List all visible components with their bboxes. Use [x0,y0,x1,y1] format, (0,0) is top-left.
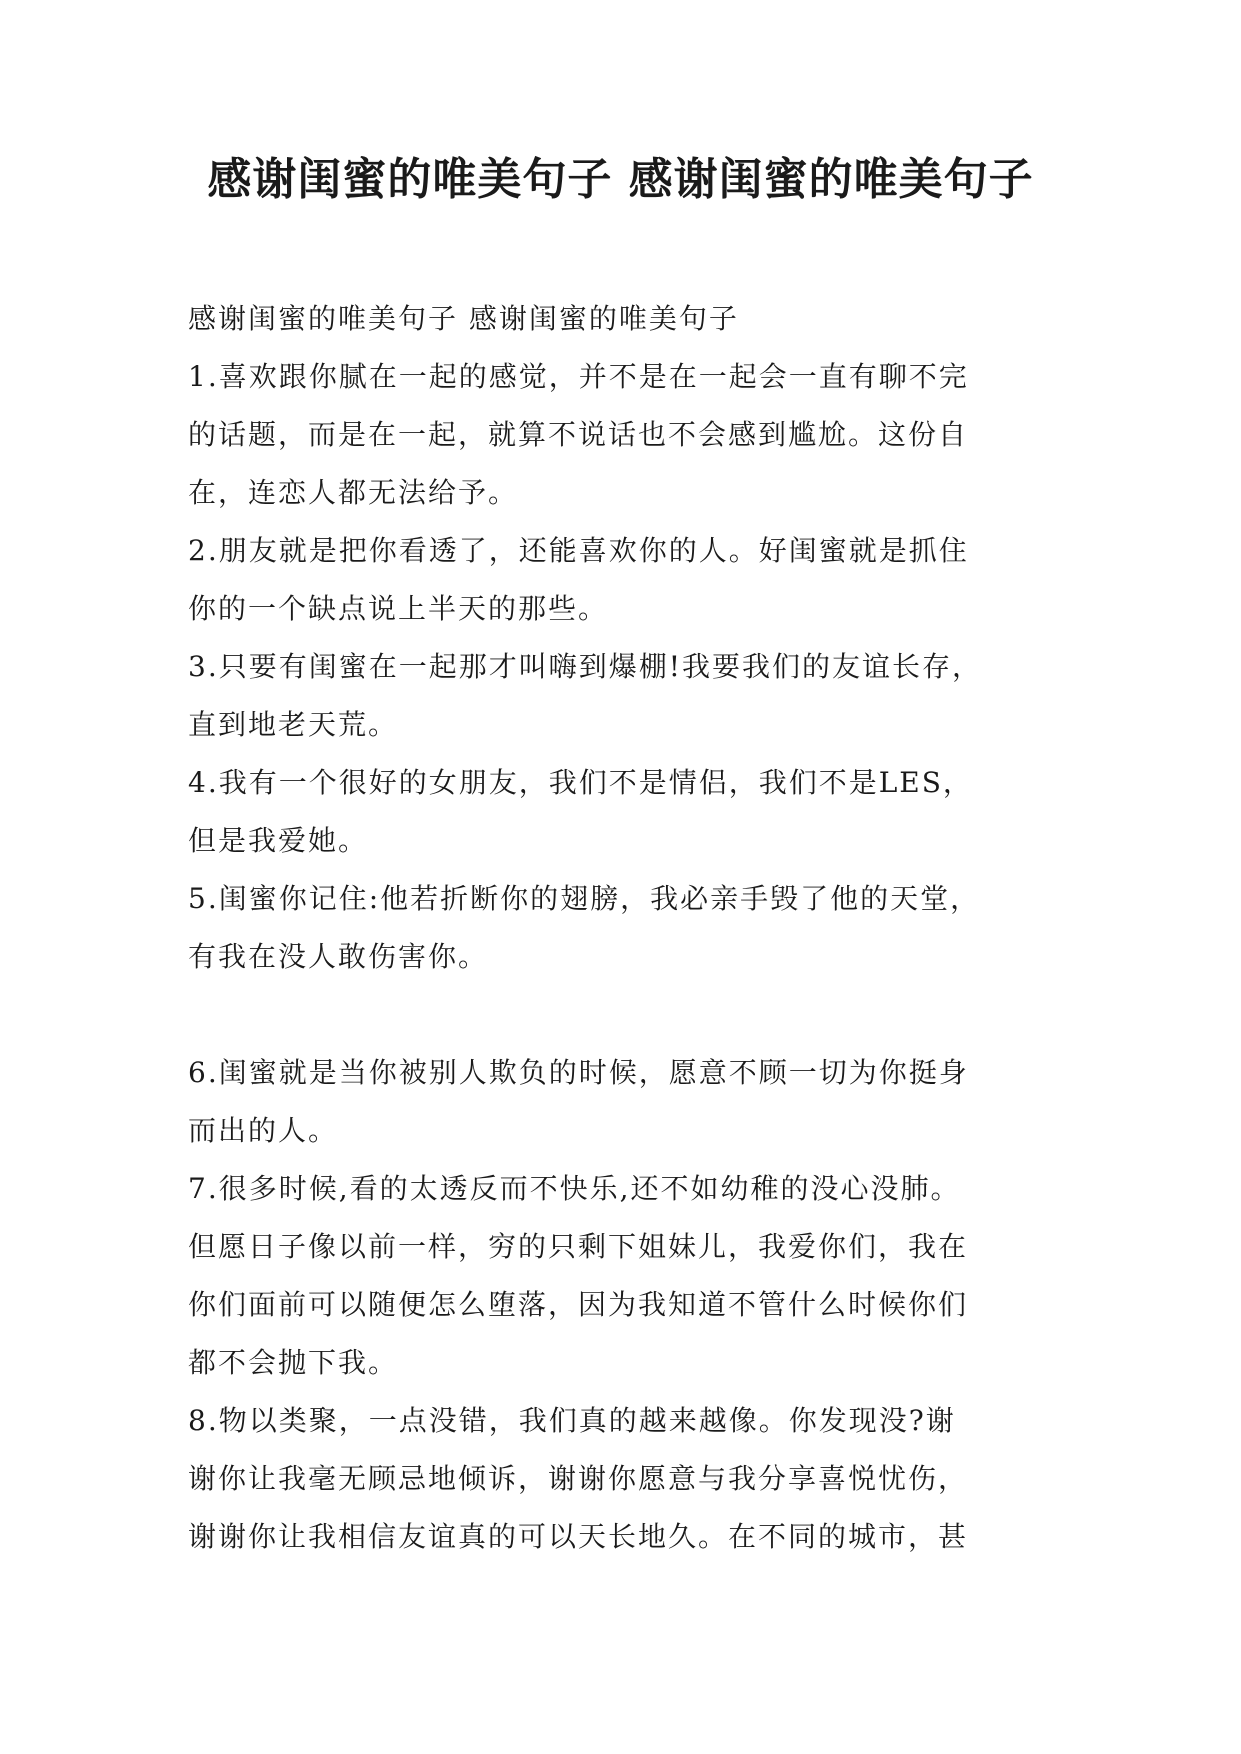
paragraph-line: 3.只要有闺蜜在一起那才叫嗨到爆棚!我要我们的友谊长存， [188,650,982,683]
paragraph-1 [188,348,1068,522]
subtitle-paragraph [188,290,1068,348]
paragraph-line: 在，连恋人都无法给予。 [188,476,519,509]
paragraph-2 [188,522,1068,638]
paragraph-line: 4.我有一个很好的女朋友，我们不是情侣，我们不是LES， [188,766,973,799]
paragraph-5 [188,870,1068,986]
paragraph-line: 7.很多时候,看的太透反而不快乐,还不如幼稚的没心没肺。 [188,1172,961,1205]
paragraph-line: 你们面前可以随便怎么堕落，因为我知道不管什么时候你们 [188,1288,969,1321]
paragraph-line: 6.闺蜜就是当你被别人欺负的时候，愿意不顾一切为你挺身 [188,1056,969,1089]
paragraph-line: 而出的人。 [188,1114,339,1147]
paragraph-4 [188,754,1068,870]
paragraph-line: 的话题，而是在一起，就算不说话也不会感到尴尬。这份自 [188,418,969,451]
paragraph-6 [188,1044,1068,1160]
paragraph-7 [188,1160,1068,1392]
document-title: 感谢闺蜜的唯美句子 感谢闺蜜的唯美句子 [207,154,1034,205]
paragraph-line: 都不会抛下我。 [188,1346,399,1379]
paragraph-line: 2.朋友就是把你看透了，还能喜欢你的人。好闺蜜就是抓住 [188,534,969,567]
paragraph-line: 5.闺蜜你记住:他若折断你的翅膀，我必亲手毁了他的天堂， [188,882,981,915]
paragraph-spacer [188,986,1068,1044]
paragraph-line: 有我在没人敢伤害你。 [188,940,489,973]
paragraph-line: 1.喜欢跟你腻在一起的感觉，并不是在一起会一直有聊不完 [188,360,969,393]
paragraph-line: 你的一个缺点说上半天的那些。 [188,592,609,625]
paragraph-line: 8.物以类聚，一点没错，我们真的越来越像。你发现没?谢 [188,1404,956,1437]
paragraph-8 [188,1392,1068,1566]
document-body [188,290,1068,1566]
paragraph-line: 但愿日子像以前一样，穷的只剩下姐妹儿，我爱你们，我在 [188,1230,969,1263]
subtitle-line: 感谢闺蜜的唯美句子 感谢闺蜜的唯美句子 [188,302,739,335]
paragraph-line: 直到地老天荒。 [188,708,399,741]
paragraph-line: 但是我爱她。 [188,824,369,857]
paragraph-line: 谢你让我毫无顾忌地倾诉，谢谢你愿意与我分享喜悦忧伤， [188,1462,969,1495]
paragraph-line: 谢谢你让我相信友谊真的可以天长地久。在不同的城市，甚 [188,1520,969,1553]
paragraph-3 [188,638,1068,754]
